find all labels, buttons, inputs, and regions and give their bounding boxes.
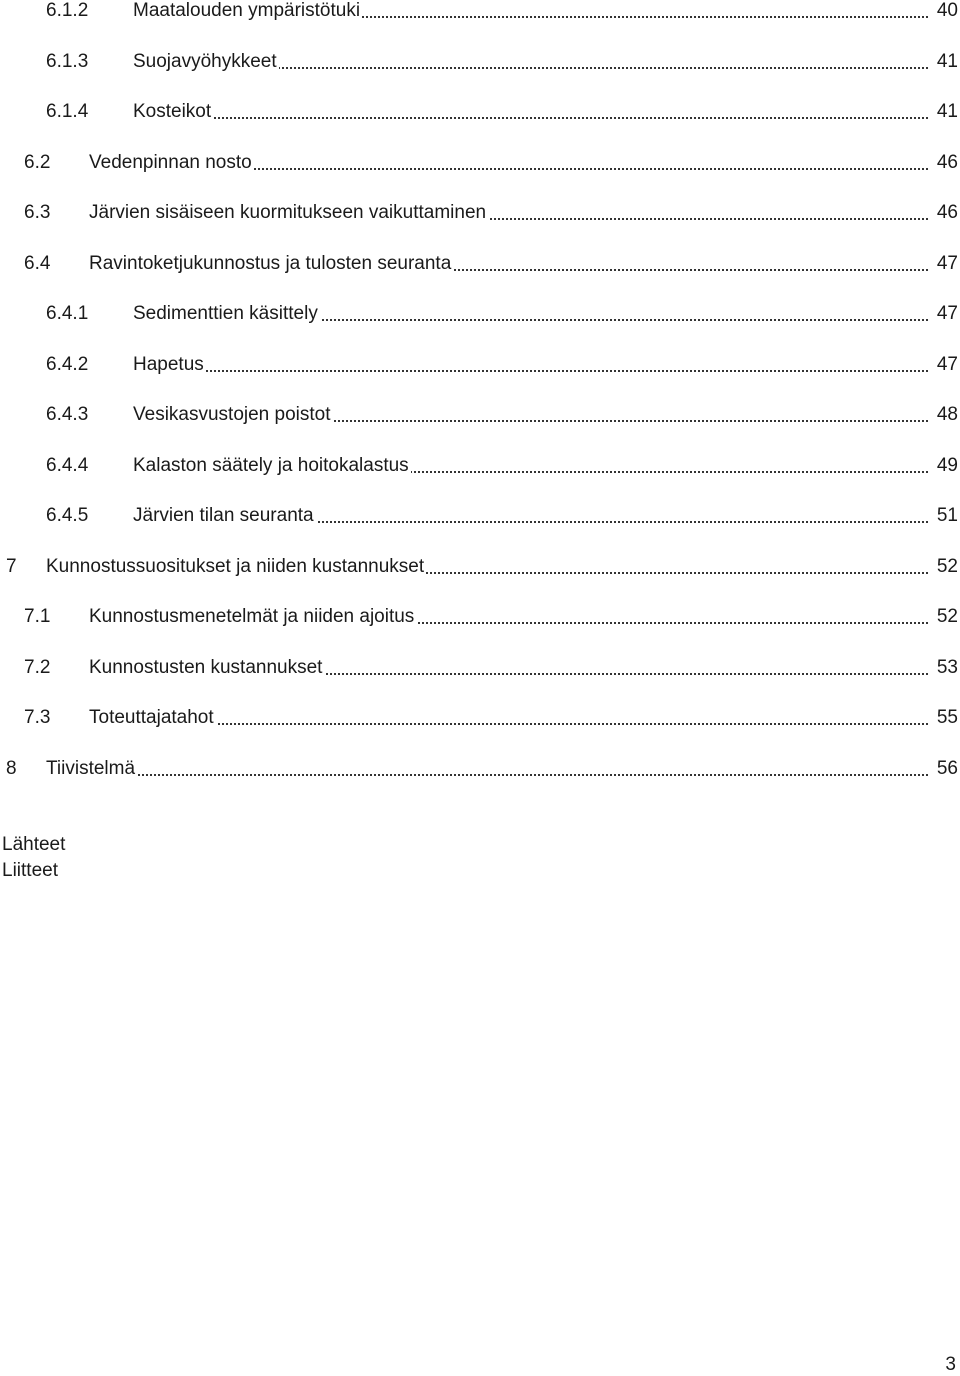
toc-dot-leader <box>46 774 928 776</box>
toc-entry[interactable] <box>0 505 958 535</box>
toc-entry-page: 55 <box>936 707 958 728</box>
toc-entry-title: Hapetus <box>133 354 204 375</box>
toc-entry[interactable] <box>0 303 958 333</box>
toc-entry[interactable] <box>0 707 958 737</box>
appendix-list <box>2 832 65 884</box>
toc-entry-title: Kunnostusten kustannukset <box>89 657 323 678</box>
toc-entry[interactable] <box>0 657 958 687</box>
toc-entry[interactable] <box>0 0 958 30</box>
toc-entry-title: Vesikasvustojen poistot <box>133 404 331 425</box>
toc-entry[interactable] <box>0 152 958 182</box>
toc-entry[interactable] <box>0 202 958 232</box>
toc-entry-page: 40 <box>936 0 958 21</box>
toc-entry[interactable] <box>0 404 958 434</box>
toc-entry[interactable] <box>0 455 958 485</box>
toc-entry-number: 6.3 <box>24 202 51 223</box>
toc-entry[interactable] <box>0 758 958 788</box>
toc-entry-page: 47 <box>936 303 958 324</box>
toc-entry-number: 6.1.4 <box>46 101 89 122</box>
toc-entry-number: 8 <box>6 758 17 779</box>
toc-entry-title: Kunnostussuositukset ja niiden kustannukset <box>46 556 425 577</box>
toc-entry-number: 7.1 <box>24 606 51 627</box>
toc-entry-title: Maatalouden ympäristötuki <box>133 0 361 21</box>
toc-entry-number: 7 <box>6 556 17 577</box>
toc-entry-page: 41 <box>936 51 958 72</box>
toc-entry-number: 6.4.3 <box>46 404 89 425</box>
toc-entry-page: 49 <box>936 455 958 476</box>
toc-entry-title: Järvien sisäiseen kuormitukseen vaikuttaminen <box>89 202 487 223</box>
references-heading[interactable]: Lähteet <box>2 834 66 855</box>
toc-entry[interactable] <box>0 101 958 131</box>
toc-entry-number: 6.1.3 <box>46 51 89 72</box>
toc-entry-page: 56 <box>936 758 958 779</box>
toc-entry-number: 6.4.5 <box>46 505 89 526</box>
toc-entry-page: 47 <box>936 253 958 274</box>
toc-entry-page: 52 <box>936 556 958 577</box>
toc-entry-number: 6.2 <box>24 152 51 173</box>
toc-entry-number: 6.4.1 <box>46 303 89 324</box>
toc-entry-page: 47 <box>936 354 958 375</box>
toc-entry-page: 48 <box>936 404 958 425</box>
toc-dot-leader <box>133 370 928 372</box>
toc-entry-title: Sedimenttien käsittely <box>133 303 318 324</box>
toc-entry[interactable] <box>0 606 958 636</box>
attachments-heading[interactable]: Liitteet <box>2 860 58 881</box>
toc-entry[interactable] <box>0 51 958 81</box>
toc-entry-page: 53 <box>936 657 958 678</box>
toc-entry-page: 41 <box>936 101 958 122</box>
toc-entry-title: Toteuttajatahot <box>89 707 214 728</box>
toc-entry-title: Järvien tilan seuranta <box>133 505 314 526</box>
toc-entry[interactable] <box>0 253 958 283</box>
toc-entry-number: 7.2 <box>24 657 51 678</box>
page-number: 3 <box>945 1354 956 1375</box>
toc-entry-title: Kalaston säätely ja hoitokalastus <box>133 455 409 476</box>
toc-entry-title: Suojavyöhykkeet <box>133 51 277 72</box>
toc-entry-number: 7.3 <box>24 707 51 728</box>
toc-entry-page: 46 <box>936 202 958 223</box>
toc-entry-title: Kunnostusmenetelmät ja niiden ajoitus <box>89 606 415 627</box>
toc-entry-title: Ravintoketjukunnostus ja tulosten seuranta <box>89 253 452 274</box>
toc-entry[interactable] <box>0 354 958 384</box>
toc-entry-number: 6.4 <box>24 253 51 274</box>
toc-entry-title: Vedenpinnan nosto <box>89 152 252 173</box>
toc-entry-title: Tiivistelmä <box>46 758 136 779</box>
toc-entry-page: 51 <box>936 505 958 526</box>
toc-dot-leader <box>133 117 928 119</box>
toc-entry-number: 6.4.2 <box>46 354 89 375</box>
toc-entry[interactable] <box>0 556 958 586</box>
toc-entry-page: 46 <box>936 152 958 173</box>
toc-entry-number: 6.4.4 <box>46 455 89 476</box>
toc-entry-number: 6.1.2 <box>46 0 89 21</box>
toc-entry-page: 52 <box>936 606 958 627</box>
toc-entry-title: Kosteikot <box>133 101 212 122</box>
